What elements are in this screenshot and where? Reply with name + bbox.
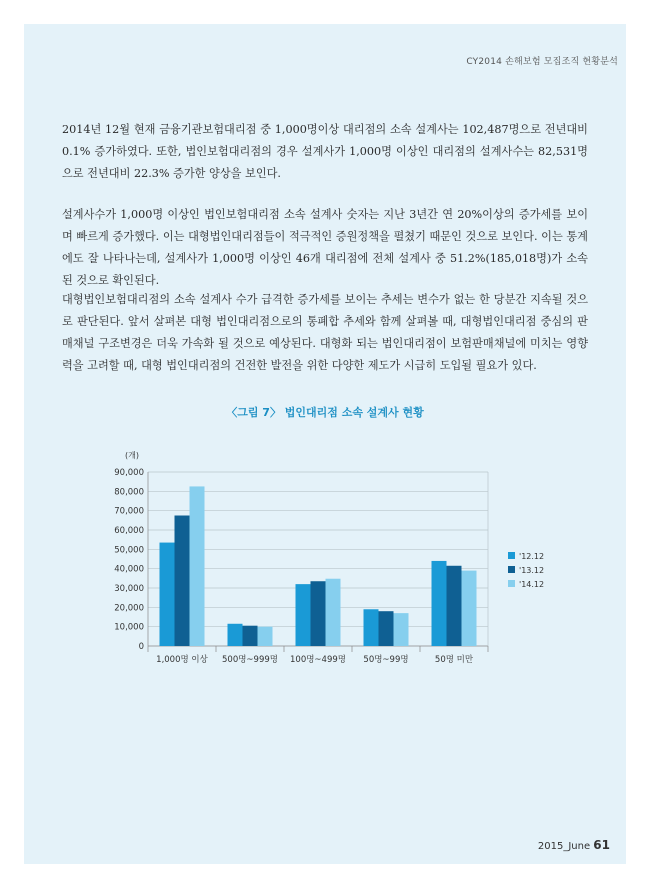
y-tick-label: 70,000 (114, 506, 144, 517)
figure-caption: 〈그림 7〉 법인대리점 소속 설계사 현황 (226, 406, 424, 419)
bar (462, 571, 477, 646)
bar (394, 613, 409, 646)
legend-label: '14.12 (519, 580, 545, 589)
bar (432, 561, 447, 646)
bar-chart (90, 440, 570, 675)
y-tick-label: 60,000 (114, 526, 144, 536)
x-tick-label: 500명~999명 (222, 655, 278, 665)
x-tick-label: 1,000명 이상 (156, 655, 208, 665)
issue-label: 2015_June (537, 841, 591, 852)
bar (296, 584, 311, 646)
bar (243, 626, 258, 646)
legend-label: '13.12 (519, 566, 545, 575)
y-tick-label: 90,000 (114, 468, 144, 478)
y-tick-label: 80,000 (114, 487, 144, 498)
running-title: CY2014 손해보험 모집조직 현황분석 (466, 57, 618, 67)
bar (379, 611, 394, 646)
y-tick-label: 10,000 (114, 622, 144, 633)
paragraph-2: 설계사수가 1,000명 이상인 법인보험대리점 소속 설계사 숫자는 지난 3년간 연 20%이상의 증가세를 보이며 빠르게 증가했다. 이는 대형법인대리점들이 적극적인 증원정책을 펼쳤기 때문인 것으로 보인다. 이는 통계에도 잘 나타나는데, 설계사가 1,000명 이상인 46개 대리점에 전체 설계사 중 51.2%(185,018명)가 소속된 것으로 확인된다. (62, 208, 588, 287)
y-tick-label: 20,000 (114, 603, 144, 614)
legend-swatch (508, 566, 515, 573)
y-tick-label: 50,000 (114, 545, 144, 556)
paragraph-3: 대형법인보험대리점의 소속 설계사 수가 급격한 증가세를 보이는 추세는 변수가 없는 한 당분간 지속될 것으로 판단된다. 앞서 살펴본 대형 법인대리점으로의 통폐합 추세와 함께 살펴볼 때, 대형법인대리점 중심의 판매채널 구조변경은 더욱 가속화 될 것으로 예상된다. 대형화 되는 법인대리점이 보험판매채널에 미치는 영향력을 고려할 때, 대형 법인대리점의 건전한 발전을 위한 다양한 제도가 시급히 도입될 필요가 있다. (62, 293, 588, 372)
x-tick-label: 50명 미만 (434, 655, 474, 665)
legend-swatch (508, 552, 515, 559)
legend-swatch (508, 580, 515, 587)
y-unit-label: (개) (125, 451, 139, 460)
bar (258, 627, 273, 646)
y-tick-label: 0 (138, 642, 144, 652)
bar (364, 609, 379, 646)
bar (160, 543, 175, 646)
page-footer (538, 838, 610, 852)
legend-label: '12.12 (519, 552, 545, 561)
bar (311, 581, 326, 646)
paragraph-1: 2014년 12월 현재 금융기관보험대리점 중 1,000명이상 대리점의 소속 설계사는 102,487명으로 전년대비 0.1% 증가하였다. 또한, 법인보험대리점의 경우 설계사가 1,000명 이상인 대리점의 설계사수는 82,531명으로 전년대비 22.3% 증가한 양상을 보인다. (62, 123, 588, 180)
y-tick-label: 30,000 (114, 584, 144, 594)
bar (326, 579, 341, 646)
y-tick-label: 40,000 (114, 564, 144, 575)
bar (190, 486, 205, 646)
bar (175, 516, 190, 647)
page-number: 61 (593, 838, 610, 852)
bar (228, 624, 243, 646)
bar (447, 566, 462, 646)
x-tick-label: 50명~99명 (363, 655, 409, 665)
x-tick-label: 100명~499명 (290, 655, 346, 665)
